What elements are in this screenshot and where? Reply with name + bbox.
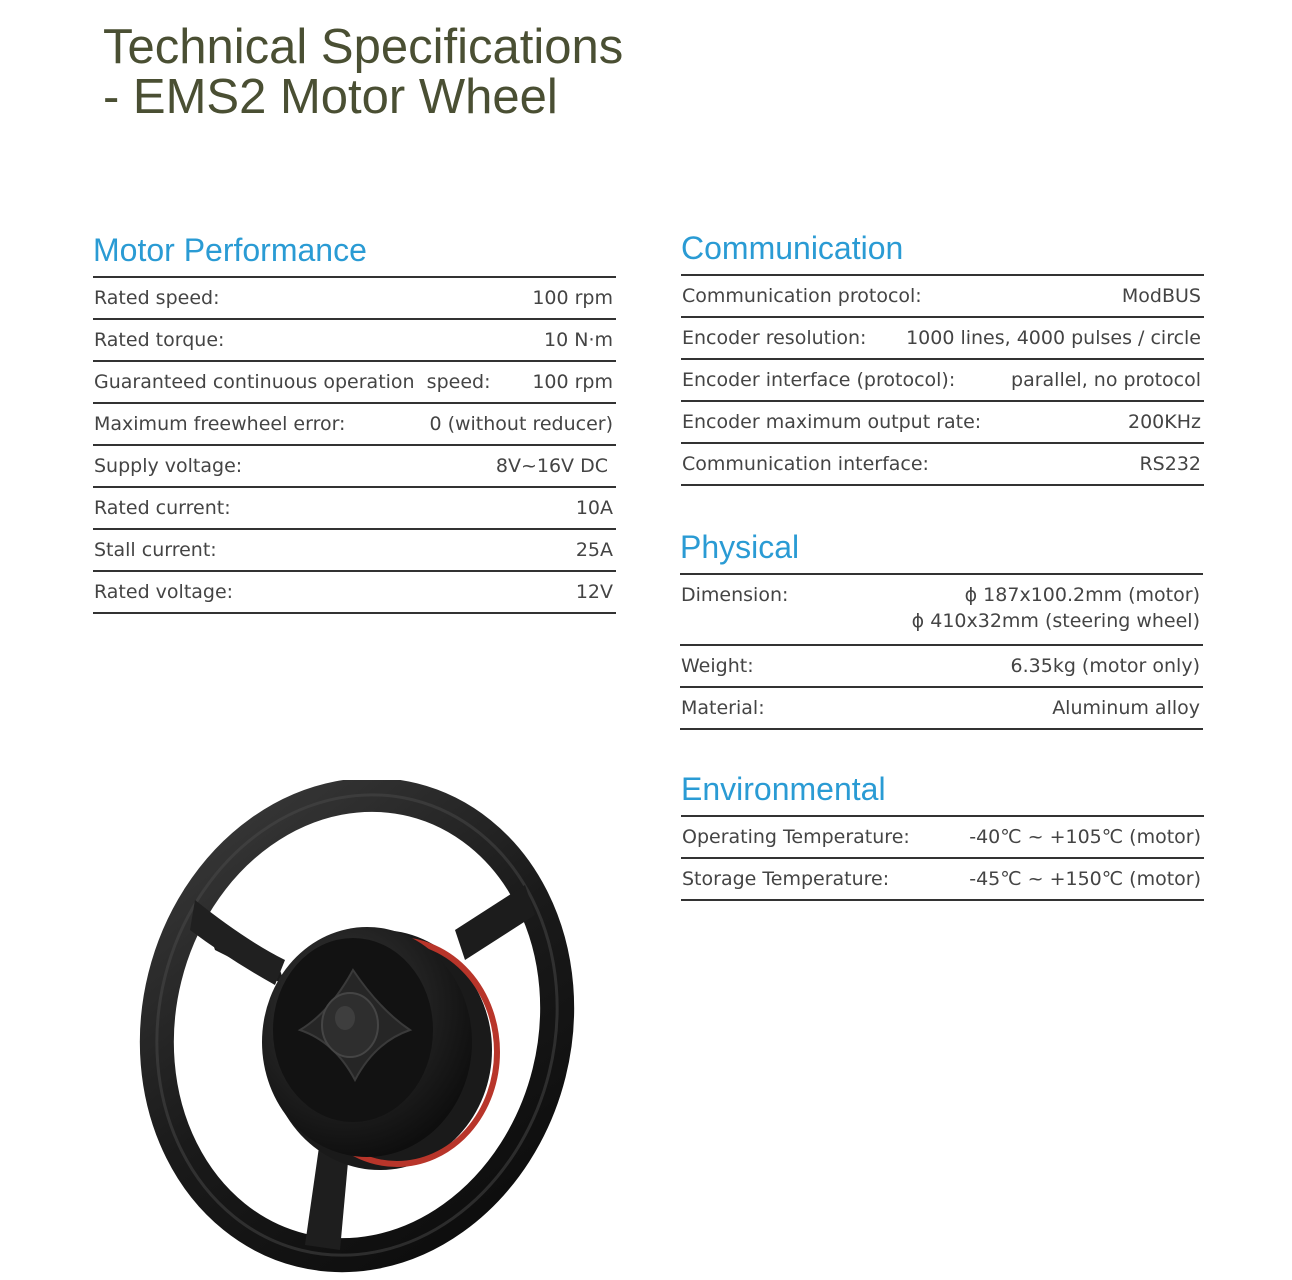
environmental-section	[681, 773, 1204, 901]
spec-label: Rated voltage:	[94, 581, 234, 603]
spec-row-encoder-output-rate	[681, 402, 1204, 444]
communication-list	[681, 276, 1204, 486]
environmental-list	[681, 817, 1204, 901]
spec-row-material	[680, 688, 1203, 730]
spec-value-line-2: ϕ 410x32mm (steering wheel)	[911, 610, 1200, 632]
spec-value: 1000 lines, 4000 pulses / circle	[906, 327, 1201, 349]
spec-row-encoder-resolution	[681, 318, 1204, 360]
spec-row-encoder-interface	[681, 360, 1204, 402]
spec-label: Maximum freewheel error:	[94, 413, 346, 435]
spec-row-comm-protocol	[681, 276, 1204, 318]
spec-row-rated-voltage	[93, 572, 616, 614]
spec-value: 25A	[575, 539, 613, 561]
spec-label: Guaranteed continuous operation speed:	[94, 371, 491, 393]
spec-label: Supply voltage:	[94, 455, 243, 477]
spec-value: ModBUS	[1121, 285, 1201, 307]
spec-value: -40℃ ~ +105℃ (motor)	[969, 826, 1201, 848]
spec-row-rated-current	[93, 488, 616, 530]
physical-heading: Physical	[680, 531, 1203, 575]
spec-row-dimension	[680, 575, 1203, 646]
spec-value-line-1: ϕ 187x100.2mm (motor)	[964, 584, 1200, 606]
physical-list	[680, 575, 1203, 730]
page-title-line-2: - EMS2 Motor Wheel	[103, 70, 558, 124]
spec-row-rated-torque	[93, 320, 616, 362]
spec-value	[912, 584, 1200, 636]
spec-row-supply-voltage	[93, 446, 616, 488]
spec-value: 6.35kg (motor only)	[1010, 655, 1200, 677]
spec-label: Weight:	[681, 655, 754, 677]
spec-value: 200KHz	[1128, 411, 1201, 433]
spec-label: Rated torque:	[94, 329, 225, 351]
spec-value: 100 rpm	[532, 371, 613, 393]
spec-row-operating-temperature	[681, 817, 1204, 859]
spec-label: Encoder resolution:	[682, 327, 867, 349]
spec-value: parallel, no protocol	[1011, 369, 1201, 391]
spec-row-rated-speed	[93, 278, 616, 320]
spec-value: 8V~16V DC	[495, 455, 608, 477]
spec-row-freewheel-error	[93, 404, 616, 446]
spec-value: 10A	[575, 497, 613, 519]
spec-value: 12V	[575, 581, 613, 603]
spec-row-storage-temperature	[681, 859, 1204, 901]
motor-performance-list	[93, 278, 616, 614]
spec-label: Rated current:	[94, 497, 231, 519]
communication-heading: Communication	[681, 232, 1204, 276]
spec-label: Material:	[681, 697, 765, 719]
page-title-line-1: Technical Specifications	[103, 20, 624, 74]
spec-label: Communication interface:	[682, 453, 929, 475]
page-title	[103, 22, 623, 122]
spec-label: Stall current:	[94, 539, 217, 561]
spec-value: 100 rpm	[532, 287, 613, 309]
spec-label: Operating Temperature:	[682, 826, 910, 848]
spec-value: 0 (without reducer)	[429, 413, 613, 435]
spec-row-stall-current	[93, 530, 616, 572]
communication-section	[681, 232, 1204, 486]
spec-value: Aluminum alloy	[1052, 697, 1200, 719]
spec-row-continuous-speed	[93, 362, 616, 404]
spec-value: 10 N·m	[544, 329, 613, 351]
physical-section	[680, 531, 1203, 730]
steering-wheel-motor-icon	[135, 780, 580, 1275]
spec-label: Encoder maximum output rate:	[682, 411, 982, 433]
spec-label: Encoder interface (protocol):	[682, 369, 956, 391]
environmental-heading: Environmental	[681, 773, 1204, 817]
spec-value: RS232	[1139, 453, 1201, 475]
spec-value: -45℃ ~ +150℃ (motor)	[969, 868, 1201, 890]
spec-row-weight	[680, 646, 1203, 688]
motor-performance-section	[93, 234, 616, 614]
spec-label: Rated speed:	[94, 287, 220, 309]
spec-label: Dimension:	[681, 584, 789, 606]
motor-performance-heading: Motor Performance	[93, 234, 616, 278]
spec-label: Storage Temperature:	[682, 868, 890, 890]
spec-row-comm-interface	[681, 444, 1204, 486]
spec-label: Communication protocol:	[682, 285, 922, 307]
